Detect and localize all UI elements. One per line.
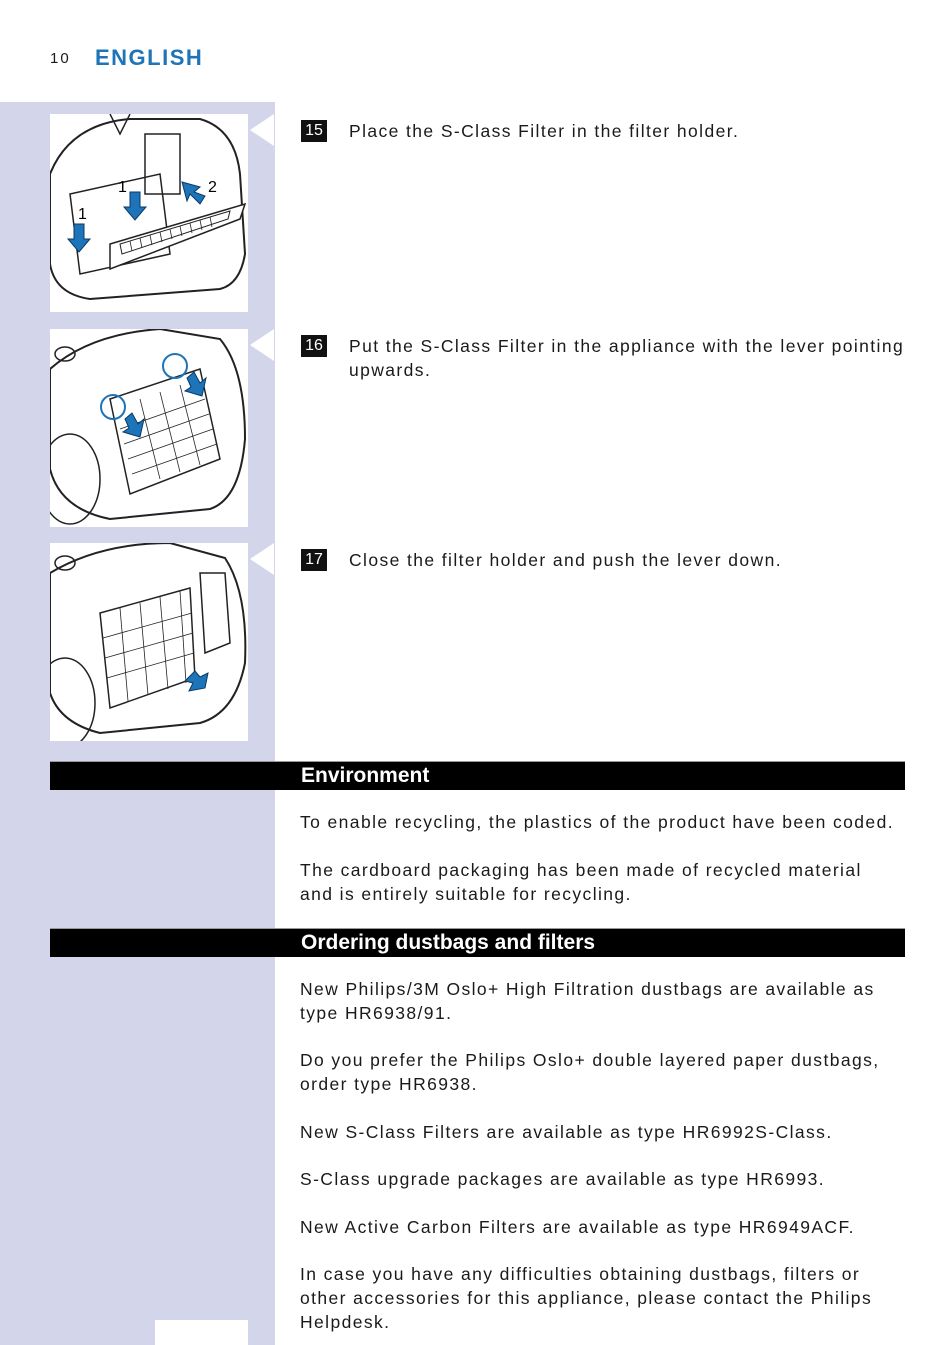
step-text-15: Place the S-Class Filter in the filter holder. [349, 121, 740, 141]
callout-pointer [250, 114, 274, 146]
paragraph: In case you have any difficulties obtaining dustbags, filters or other accessories for this appliance, please contact the Philips Helpdesk. [300, 1264, 873, 1332]
step-number-16: 16 [301, 335, 327, 357]
paragraph: S-Class upgrade packages are available as type HR6993. [300, 1169, 826, 1189]
page-number: 10 [50, 50, 71, 67]
step-number-17: 17 [301, 549, 327, 571]
paragraph: New S-Class Filters are available as type HR6992S-Class. [300, 1122, 833, 1142]
section-title-ordering: Ordering dustbags and filters [301, 931, 596, 954]
section-title-environment: Environment [301, 764, 430, 787]
callout-pointer [250, 543, 274, 575]
paragraph: New Philips/3M Oslo+ High Filtration dustbags are available as type HR6938/91. [300, 979, 875, 1023]
illustration-label-1b: 1 [118, 179, 127, 196]
step-text-16: Put the S-Class Filter in the appliance with the lever pointing upwards. [349, 336, 905, 380]
language-heading: ENGLISH [95, 45, 204, 70]
step-text-17: Close the filter holder and push the lever down. [349, 550, 782, 570]
paragraph: Do you prefer the Philips Oslo+ double layered paper dustbags, order type HR6938. [300, 1050, 880, 1094]
illustration-step-16 [50, 329, 248, 527]
illustration-step-15 [50, 114, 248, 312]
section-heading-bar [50, 928, 905, 957]
paragraph: The cardboard packaging has been made of recycled material and is entirely suitable for recycling. [300, 860, 862, 904]
paragraph: To enable recycling, the plastics of the product have been coded. [300, 812, 894, 832]
paragraph: New Active Carbon Filters are available as type HR6949ACF. [300, 1217, 855, 1237]
callout-pointer [250, 329, 274, 361]
footer-mark [155, 1320, 248, 1345]
illustration-step-17 [50, 543, 248, 741]
step-number-15: 15 [301, 120, 327, 142]
section-heading-bar [50, 761, 905, 790]
illustration-label-1a: 1 [78, 206, 87, 223]
illustration-label-2: 2 [208, 179, 217, 196]
